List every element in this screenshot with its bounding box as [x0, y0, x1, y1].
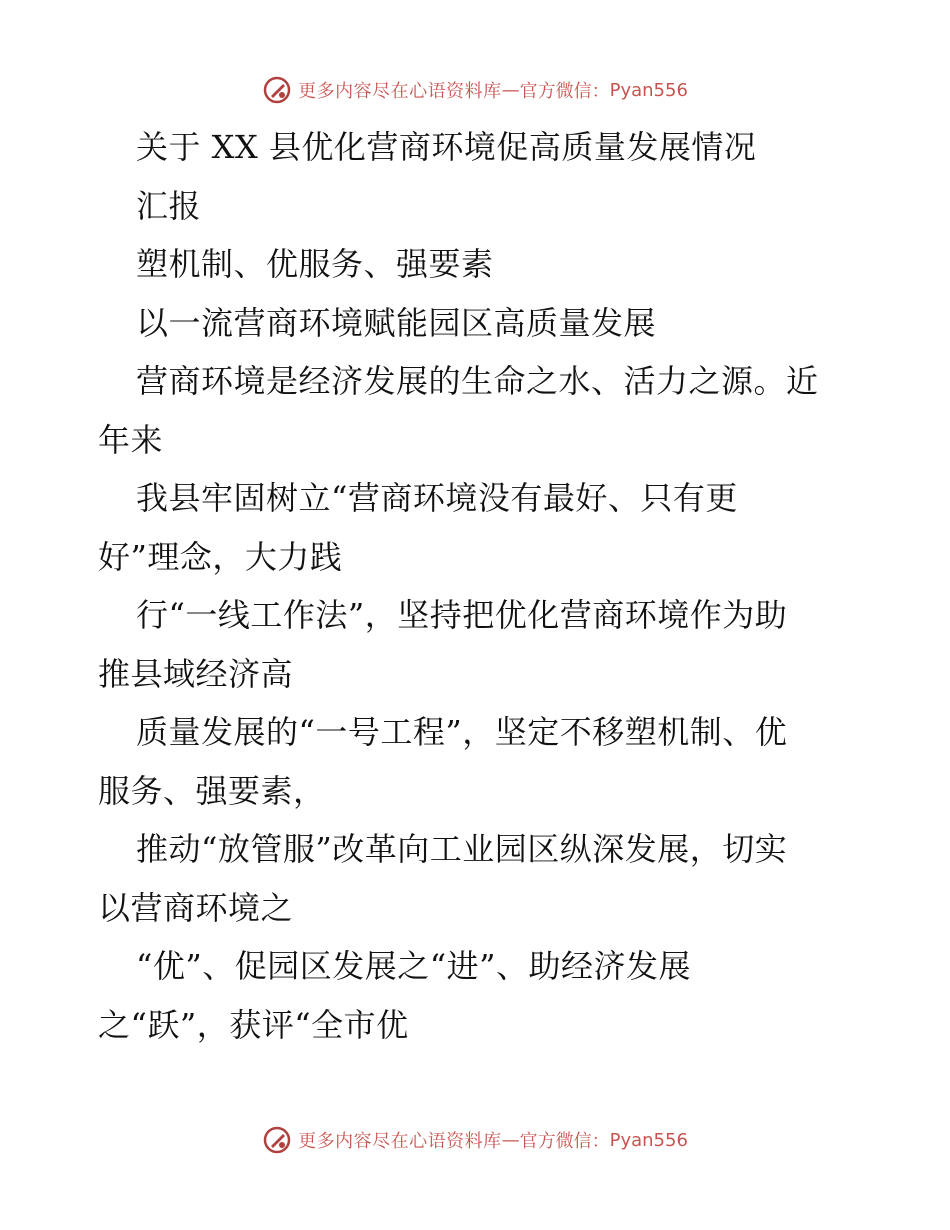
doc-line: 好”理念，大力践 — [98, 537, 343, 576]
doc-line: 之“跃”，获评“全市优 — [98, 1005, 409, 1044]
watermark-text: 更多内容尽在心语资料库 — [298, 81, 502, 102]
doc-line-subtitle-2: 以一流营商环境赋能园区高质量发展 — [136, 303, 657, 342]
footer-watermark — [0, 1120, 950, 1160]
watermark-official: 官方微信： — [519, 1131, 610, 1152]
doc-line-title-2: 汇报 — [136, 186, 202, 225]
doc-line: “优”、促园区发展之“进”、助经济发展 — [136, 947, 691, 985]
watermark-text: 更多内容尽在心语资料库 — [298, 1131, 502, 1152]
watermark-dash: — — [501, 1129, 520, 1151]
watermark-official: 官方微信： — [519, 81, 610, 102]
watermark-dash: — — [501, 79, 520, 101]
doc-line: 营商环境是经济发展的生命之水、活力之源。近 — [136, 362, 819, 400]
doc-line: 推县域经济高 — [98, 654, 294, 693]
header-watermark — [0, 70, 950, 110]
doc-line: 我县牢固树立“营商环境没有最好、只有更 — [136, 479, 738, 517]
watermark-account: Pyan556 — [609, 1129, 688, 1151]
doc-line-subtitle-1: 塑机制、优服务、强要素 — [136, 245, 494, 283]
doc-line: 质量发展的“一号工程”，坚定不移塑机制、优 — [136, 713, 788, 751]
doc-line: 以营商环境之 — [98, 888, 294, 927]
doc-line: 服务、强要素， — [98, 771, 326, 810]
doc-line: 年来 — [98, 420, 164, 459]
watermark-account: Pyan556 — [609, 79, 688, 101]
doc-line: 行“一线工作法”，坚持把优化营商环境作为助 — [136, 596, 788, 634]
doc-line-title-1: 关于 XX 县优化营商环境促高质量发展情况 — [136, 128, 757, 166]
doc-line: 推动“放管服”改革向工业园区纵深发展，切实 — [136, 830, 788, 868]
document-body — [98, 118, 858, 1054]
quill-seal-icon — [262, 1125, 292, 1155]
quill-seal-icon — [262, 75, 292, 105]
